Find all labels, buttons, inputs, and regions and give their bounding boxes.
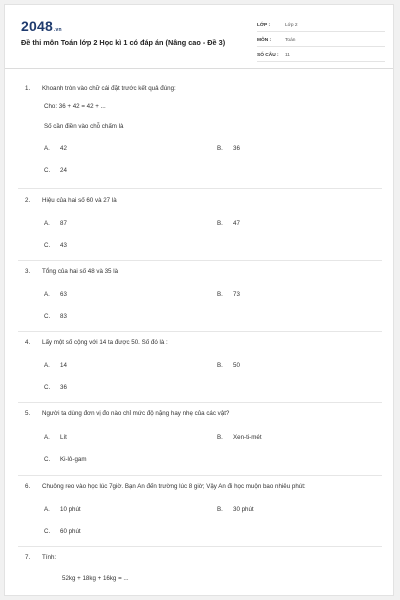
question-subline: 52kg + 18kg + 16kg = ...	[62, 575, 129, 582]
option-text: Ki-lô-gam	[60, 456, 87, 463]
question-text: Người ta dùng đơn vị đo nào chỉ mức độ nặng hay nhẹ của các vật?	[42, 410, 230, 417]
question-number: 6.	[25, 483, 31, 490]
meta-value-subject: Toán	[285, 37, 296, 43]
question-number: 4.	[25, 339, 31, 346]
option-text: 60 phút	[60, 528, 81, 535]
option-a[interactable]	[44, 220, 67, 227]
meta-row-count	[257, 49, 385, 62]
option-a[interactable]	[44, 145, 67, 152]
option-letter: B.	[217, 220, 223, 227]
meta-value-class: Lớp 2	[285, 22, 298, 28]
option-c[interactable]	[44, 384, 67, 391]
option-letter: C.	[44, 528, 51, 535]
option-letter: A.	[44, 291, 50, 298]
option-letter: C.	[44, 384, 51, 391]
meta-value-count: 11	[285, 52, 290, 58]
option-text: 47	[233, 220, 240, 227]
option-text: 42	[60, 145, 67, 152]
meta-row-class	[257, 19, 385, 32]
option-letter: A.	[44, 220, 50, 227]
option-a[interactable]	[44, 506, 81, 513]
option-c[interactable]	[44, 456, 86, 463]
exam-page	[4, 4, 394, 596]
option-text: 73	[233, 291, 240, 298]
option-text: 30 phút	[233, 506, 254, 513]
option-text: 36	[233, 145, 240, 152]
option-letter: B.	[217, 434, 223, 441]
question-number: 1.	[25, 85, 31, 92]
exam-meta	[257, 19, 385, 64]
option-letter: C.	[44, 456, 51, 463]
option-text: 14	[60, 362, 67, 369]
option-b[interactable]	[217, 506, 254, 513]
option-text: 83	[60, 313, 67, 320]
option-letter: C.	[44, 242, 51, 249]
question-text: Chuông reo vào học lúc 7giờ. Bạn An đến trường lúc 8 giờ; Vậy An đi học muộn bao nhiêu phút:	[42, 483, 306, 490]
option-text: 87	[60, 220, 67, 227]
option-text: Xen-ti-mét	[233, 434, 262, 441]
option-a[interactable]	[44, 362, 67, 369]
question-divider	[18, 260, 382, 261]
question-subline: Cho: 36 + 42 = 42 + ...	[44, 103, 106, 110]
option-b[interactable]	[217, 434, 262, 441]
option-text: 50	[233, 362, 240, 369]
option-letter: B.	[217, 145, 223, 152]
meta-row-subject	[257, 34, 385, 47]
site-logo[interactable]	[21, 18, 62, 34]
question-number: 3.	[25, 268, 31, 275]
meta-label-class: LỚP :	[257, 22, 271, 28]
question-subline: Số cần điền vào chỗ chấm là	[44, 123, 124, 130]
option-a[interactable]	[44, 434, 67, 441]
option-b[interactable]	[217, 145, 240, 152]
option-b[interactable]	[217, 220, 240, 227]
option-b[interactable]	[217, 291, 240, 298]
option-text: Lít	[60, 434, 67, 441]
option-letter: B.	[217, 506, 223, 513]
option-letter: A.	[44, 362, 50, 369]
question-divider	[18, 188, 382, 189]
logo-text: 2048	[21, 18, 53, 34]
question-divider	[18, 475, 382, 476]
question-text: Tính:	[42, 554, 57, 561]
question-text: Tổng của hai số 48 và 35 là	[42, 268, 119, 275]
option-text: 24	[60, 167, 67, 174]
meta-label-count: SỐ CÂU :	[257, 52, 279, 58]
option-letter: B.	[217, 362, 223, 369]
option-letter: A.	[44, 145, 50, 152]
option-c[interactable]	[44, 242, 67, 249]
option-letter: A.	[44, 506, 50, 513]
option-letter: C.	[44, 167, 51, 174]
meta-label-subject: MÔN :	[257, 37, 272, 43]
option-letter: C.	[44, 313, 51, 320]
option-letter: A.	[44, 434, 50, 441]
option-a[interactable]	[44, 291, 67, 298]
option-text: 43	[60, 242, 67, 249]
question-divider	[18, 402, 382, 403]
option-c[interactable]	[44, 167, 67, 174]
exam-header	[5, 5, 393, 69]
question-number: 5.	[25, 410, 31, 417]
option-letter: B.	[217, 291, 223, 298]
question-number: 2.	[25, 197, 31, 204]
question-divider	[18, 546, 382, 547]
option-text: 36	[60, 384, 67, 391]
question-text: Hiệu của hai số 60 và 27 là	[42, 197, 117, 204]
option-text: 63	[60, 291, 67, 298]
option-text: 10 phút	[60, 506, 81, 513]
option-c[interactable]	[44, 528, 81, 535]
question-divider	[18, 331, 382, 332]
question-text: Lấy một số cộng với 14 ta được 50. Số đó là :	[42, 339, 168, 346]
logo-suffix: .vn	[53, 27, 62, 33]
question-number: 7.	[25, 554, 31, 561]
option-b[interactable]	[217, 362, 240, 369]
option-c[interactable]	[44, 313, 67, 320]
exam-title: Đề thi môn Toán lớp 2 Học kì 1 có đáp án (Nâng cao - Đề 3)	[21, 38, 226, 47]
question-text: Khoanh tròn vào chữ cái đặt trước kết quả đúng:	[42, 85, 176, 92]
